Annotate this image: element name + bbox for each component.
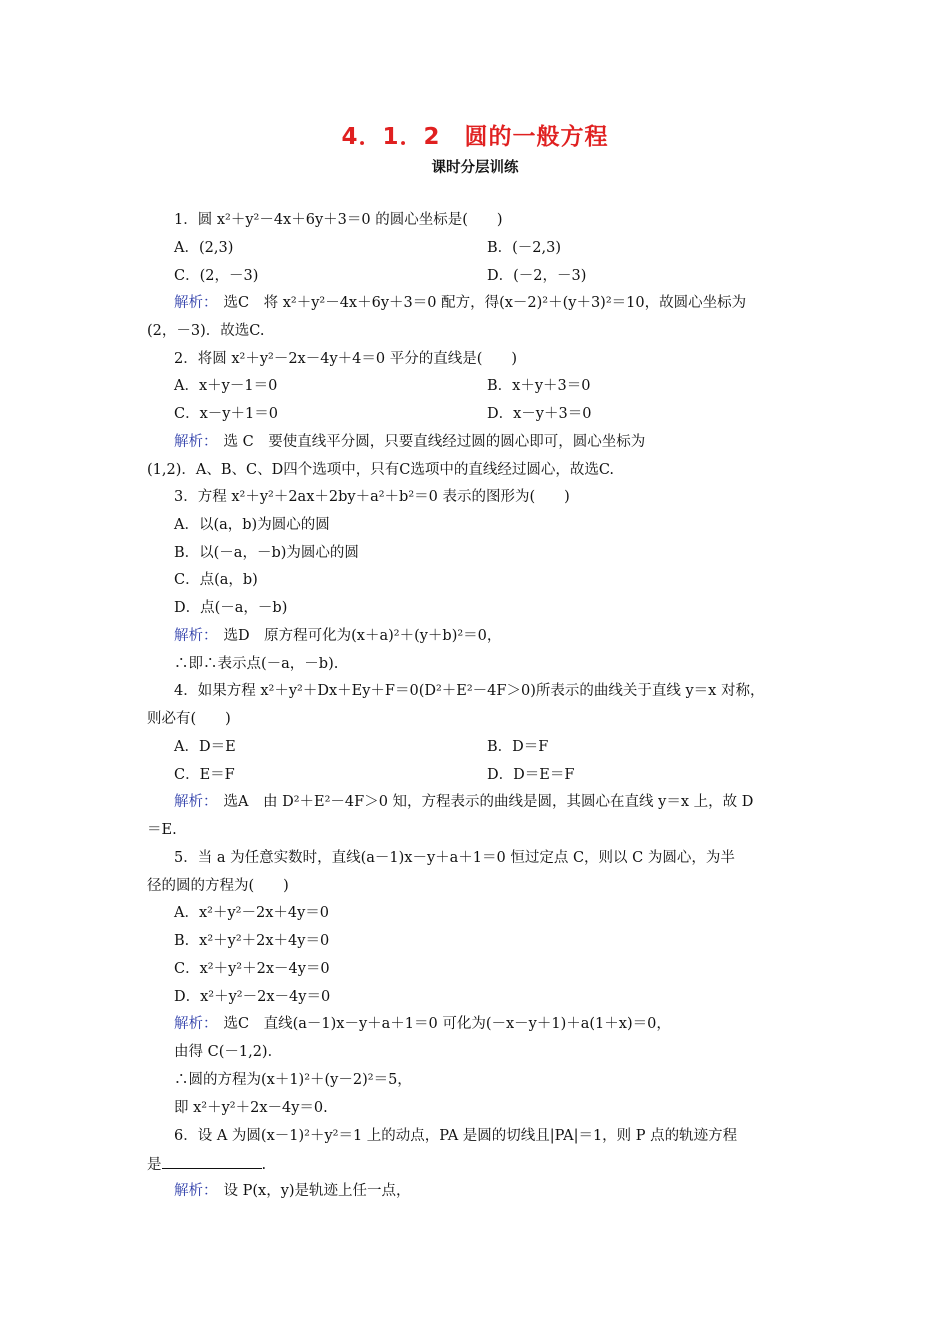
q2-analysis-text: 选 C 要使直线平分圆，只要直线经过圆的圆心即可，圆心坐标为 xyxy=(223,434,646,450)
q3-analysis xyxy=(174,626,501,646)
q5-stem-cont: 径的圆的方程为( ) xyxy=(147,878,289,894)
q2-option-c: C．x－y＋1＝0 xyxy=(174,406,278,422)
q1-option-a: A．(2,3) xyxy=(174,240,234,256)
q5-stem: 5．当 a 为任意实数时，直线(a－1)x－y＋a＋1＝0 恒过定点 C，则以 C 为圆心，为半 xyxy=(174,850,735,866)
q4-option-c: C．E＝F xyxy=(174,767,235,783)
analysis-label: 解析： xyxy=(174,1183,218,1199)
q2-stem: 2．将圆 x²＋y²－2x－4y＋4＝0 平分的直线是( ) xyxy=(174,351,518,367)
q3-option-c: C．点(a，b) xyxy=(174,572,258,588)
q3-stem: 3．方程 x²＋y²＋2ax＋2by＋a²＋b²＝0 表示的图形为( ) xyxy=(174,489,570,505)
q4-option-d: D．D＝E＝F xyxy=(487,767,575,783)
q3-analysis-text: 选D 原方程可化为(x＋a)²＋(y＋b)²＝0， xyxy=(223,628,502,644)
q6-stem: 6．设 A 为圆(x－1)²＋y²＝1 上的动点，PA 是圆的切线且|PA|＝1，则 P 点的轨迹方程 xyxy=(174,1128,738,1144)
q5-analysis-line3: ∴圆的方程为(x＋1)²＋(y－2)²＝5， xyxy=(174,1072,412,1088)
q6-stem-text: 是 xyxy=(147,1157,162,1173)
q4-analysis-text: 选A 由 D²＋E²－4F＞0 知，方程表示的曲线是圆，其圆心在直线 y＝x 上，故 D xyxy=(223,794,754,810)
q6-stem-cont xyxy=(147,1154,266,1175)
analysis-label: 解析： xyxy=(174,434,218,450)
page-subtitle: 课时分层训练 xyxy=(431,160,519,176)
q3-analysis-cont: ∴即∴表示点(－a，－b). xyxy=(174,656,339,672)
analysis-label: 解析： xyxy=(174,628,218,644)
q2-option-a: A．x＋y－1＝0 xyxy=(174,378,278,394)
q5-analysis xyxy=(174,1014,671,1034)
q1-analysis-cont: (2，－3)．故选C. xyxy=(147,323,265,339)
analysis-label: 解析： xyxy=(174,794,218,810)
q5-analysis-line2: 由得 C(－1,2)． xyxy=(174,1044,283,1060)
q5-option-a: A．x²＋y²－2x＋4y＝0 xyxy=(174,905,330,921)
q1-option-c: C．(2，－3) xyxy=(174,268,259,284)
q1-option-d: D．(－2，－3) xyxy=(487,268,587,284)
q4-analysis-cont: ＝E. xyxy=(147,822,177,838)
q6-analysis xyxy=(174,1181,411,1201)
analysis-label: 解析： xyxy=(174,1016,218,1032)
q1-option-b: B．(－2,3) xyxy=(487,240,562,256)
q1-stem: 1．圆 x²＋y²－4x＋6y＋3＝0 的圆心坐标是( ) xyxy=(174,212,503,228)
q5-option-d: D．x²＋y²－2x－4y＝0 xyxy=(174,989,331,1005)
q6-analysis-text: 设 P(x，y)是轨迹上任一点， xyxy=(223,1183,411,1199)
q3-option-d: D．点(－a，－b) xyxy=(174,600,288,616)
q5-analysis-text: 选C 直线(a－1)x－y＋a＋1＝0 可化为(－x－y＋1)＋a(1＋x)＝0， xyxy=(223,1016,671,1032)
q4-stem-cont: 则必有( ) xyxy=(147,711,231,727)
q3-option-b: B．以(－a，－b)为圆心的圆 xyxy=(174,545,359,561)
analysis-label: 解析： xyxy=(174,295,218,311)
q5-option-c: C．x²＋y²＋2x－4y＝0 xyxy=(174,961,330,977)
q2-option-d: D．x－y＋3＝0 xyxy=(487,406,592,422)
q4-option-b: B．D＝F xyxy=(487,739,549,755)
q4-analysis xyxy=(174,792,753,812)
q2-analysis xyxy=(174,432,645,452)
q6-stem-end: . xyxy=(261,1157,267,1173)
q4-stem: 4．如果方程 x²＋y²＋Dx＋Ey＋F＝0(D²＋E²－4F＞0)所表示的曲线关于直线 y＝x 对称， xyxy=(174,683,765,699)
q1-analysis-text: 选C 将 x²＋y²－4x＋6y＋3＝0 配方，得(x－2)²＋(y＋3)²＝10，故圆心坐标为 xyxy=(223,295,747,311)
q2-analysis-cont: (1,2)．A、B、C、D四个选项中，只有C选项中的直线经过圆心，故选C. xyxy=(147,462,614,478)
answer-blank xyxy=(162,1154,262,1169)
q4-option-a: A．D＝E xyxy=(174,739,236,755)
q2-option-b: B．x＋y＋3＝0 xyxy=(487,378,591,394)
page-title: 4．1．2 圆的一般方程 xyxy=(341,124,609,150)
q5-option-b: B．x²＋y²＋2x＋4y＝0 xyxy=(174,933,330,949)
q3-option-a: A．以(a，b)为圆心的圆 xyxy=(174,517,330,533)
q1-analysis xyxy=(174,293,746,313)
q5-analysis-line4: 即 x²＋y²＋2x－4y＝0. xyxy=(174,1100,328,1116)
